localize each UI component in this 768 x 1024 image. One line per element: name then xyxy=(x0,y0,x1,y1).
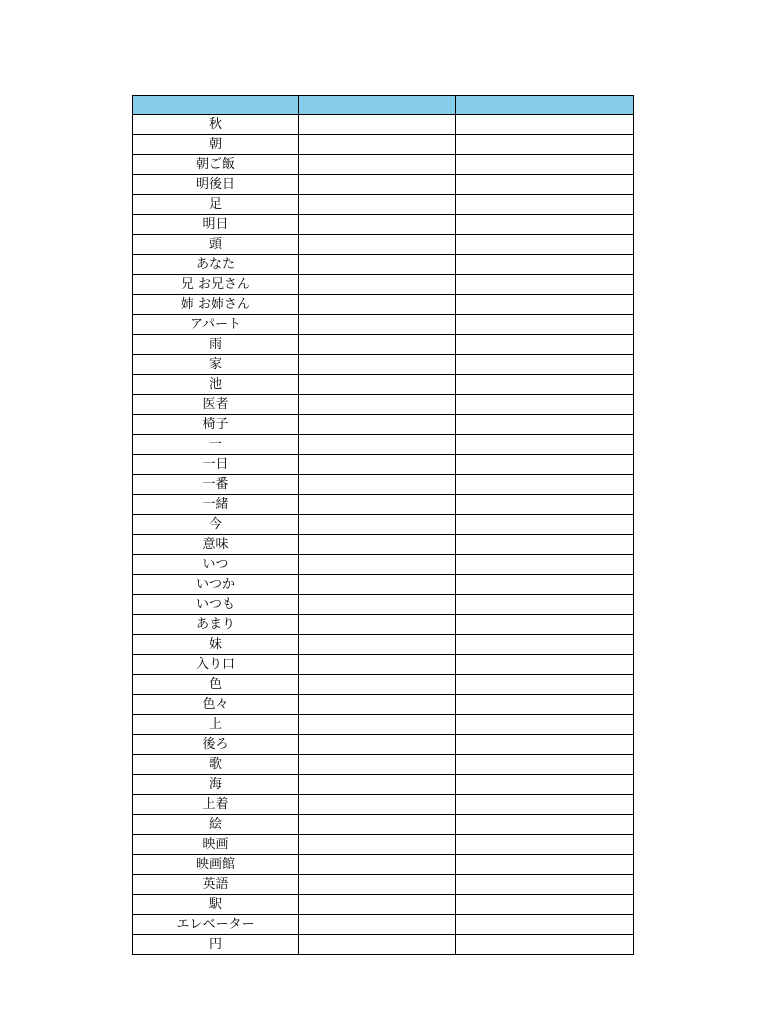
empty-cell xyxy=(456,795,634,815)
word-cell: 海 xyxy=(133,775,299,795)
word-cell: 歌 xyxy=(133,755,299,775)
empty-cell xyxy=(456,735,634,755)
word-cell: 駅 xyxy=(133,895,299,915)
empty-cell xyxy=(299,895,456,915)
empty-cell xyxy=(299,415,456,435)
empty-cell xyxy=(456,235,634,255)
word-cell: 家 xyxy=(133,355,299,375)
word-cell: 今 xyxy=(133,515,299,535)
word-cell: 映画館 xyxy=(133,855,299,875)
empty-cell xyxy=(456,495,634,515)
empty-cell xyxy=(299,195,456,215)
empty-cell xyxy=(299,355,456,375)
empty-cell xyxy=(299,935,456,955)
word-cell: 一番 xyxy=(133,475,299,495)
table-row xyxy=(133,315,634,335)
empty-cell xyxy=(456,715,634,735)
table-row xyxy=(133,335,634,355)
empty-cell xyxy=(299,375,456,395)
empty-cell xyxy=(299,395,456,415)
empty-cell xyxy=(299,615,456,635)
table-row xyxy=(133,935,634,955)
empty-cell xyxy=(456,875,634,895)
table-row xyxy=(133,915,634,935)
table-row xyxy=(133,875,634,895)
table-row xyxy=(133,775,634,795)
word-cell: 絵 xyxy=(133,815,299,835)
empty-cell xyxy=(299,295,456,315)
table-row xyxy=(133,475,634,495)
word-cell: 上 xyxy=(133,715,299,735)
word-cell: 一 xyxy=(133,435,299,455)
table-row xyxy=(133,795,634,815)
empty-cell xyxy=(299,675,456,695)
empty-cell xyxy=(456,835,634,855)
table-row xyxy=(133,895,634,915)
word-cell: 医者 xyxy=(133,395,299,415)
empty-cell xyxy=(456,355,634,375)
table-row xyxy=(133,595,634,615)
table-row xyxy=(133,275,634,295)
empty-cell xyxy=(299,155,456,175)
empty-cell xyxy=(299,755,456,775)
header-cell-2 xyxy=(299,96,456,115)
word-cell: 色 xyxy=(133,675,299,695)
table-row xyxy=(133,835,634,855)
word-cell: 池 xyxy=(133,375,299,395)
table-row xyxy=(133,755,634,775)
table-row xyxy=(133,575,634,595)
empty-cell xyxy=(299,515,456,535)
word-cell: 映画 xyxy=(133,835,299,855)
empty-cell xyxy=(456,175,634,195)
empty-cell xyxy=(456,655,634,675)
empty-cell xyxy=(299,815,456,835)
word-cell: 明後日 xyxy=(133,175,299,195)
empty-cell xyxy=(299,275,456,295)
word-cell: 一緒 xyxy=(133,495,299,515)
empty-cell xyxy=(299,555,456,575)
word-cell: 椅子 xyxy=(133,415,299,435)
empty-cell xyxy=(456,775,634,795)
word-cell: 頭 xyxy=(133,235,299,255)
empty-cell xyxy=(456,335,634,355)
empty-cell xyxy=(299,735,456,755)
vocabulary-table xyxy=(132,95,634,955)
word-cell: 兄 お兄さん xyxy=(133,275,299,295)
word-cell: 後ろ xyxy=(133,735,299,755)
table-row xyxy=(133,735,634,755)
empty-cell xyxy=(299,775,456,795)
table-row xyxy=(133,515,634,535)
empty-cell xyxy=(456,535,634,555)
empty-cell xyxy=(299,835,456,855)
table-body xyxy=(133,115,634,955)
header-row xyxy=(133,96,634,115)
empty-cell xyxy=(299,115,456,135)
table-row xyxy=(133,435,634,455)
empty-cell xyxy=(456,595,634,615)
word-cell: 上着 xyxy=(133,795,299,815)
table-row xyxy=(133,635,634,655)
table-row xyxy=(133,235,634,255)
table-row xyxy=(133,195,634,215)
word-cell: 入り口 xyxy=(133,655,299,675)
table-row xyxy=(133,495,634,515)
empty-cell xyxy=(456,755,634,775)
empty-cell xyxy=(456,415,634,435)
word-cell: 色々 xyxy=(133,695,299,715)
table-row xyxy=(133,395,634,415)
empty-cell xyxy=(299,795,456,815)
empty-cell xyxy=(456,195,634,215)
word-cell: エレベーター xyxy=(133,915,299,935)
word-cell: 足 xyxy=(133,195,299,215)
empty-cell xyxy=(456,435,634,455)
empty-cell xyxy=(299,715,456,735)
empty-cell xyxy=(456,255,634,275)
empty-cell xyxy=(456,475,634,495)
empty-cell xyxy=(299,915,456,935)
empty-cell xyxy=(456,815,634,835)
header-cell-3 xyxy=(456,96,634,115)
empty-cell xyxy=(299,435,456,455)
empty-cell xyxy=(456,895,634,915)
empty-cell xyxy=(456,855,634,875)
table-row xyxy=(133,255,634,275)
word-cell: 円 xyxy=(133,935,299,955)
table-row xyxy=(133,675,634,695)
word-cell: いつか xyxy=(133,575,299,595)
table-row xyxy=(133,855,634,875)
empty-cell xyxy=(456,575,634,595)
empty-cell xyxy=(456,215,634,235)
table-row xyxy=(133,115,634,135)
table-row xyxy=(133,555,634,575)
empty-cell xyxy=(299,475,456,495)
table-row xyxy=(133,375,634,395)
table-row xyxy=(133,155,634,175)
empty-cell xyxy=(456,155,634,175)
empty-cell xyxy=(299,255,456,275)
empty-cell xyxy=(456,275,634,295)
empty-cell xyxy=(299,455,456,475)
word-cell: 妹 xyxy=(133,635,299,655)
table-row xyxy=(133,215,634,235)
empty-cell xyxy=(299,695,456,715)
table-row xyxy=(133,535,634,555)
empty-cell xyxy=(456,615,634,635)
word-cell: あまり xyxy=(133,615,299,635)
table-row xyxy=(133,615,634,635)
word-cell: 英語 xyxy=(133,875,299,895)
header-cell-word xyxy=(133,96,299,115)
table-row xyxy=(133,655,634,675)
empty-cell xyxy=(299,135,456,155)
table-row xyxy=(133,295,634,315)
empty-cell xyxy=(299,855,456,875)
empty-cell xyxy=(299,635,456,655)
empty-cell xyxy=(456,695,634,715)
table-row xyxy=(133,455,634,475)
table-row xyxy=(133,695,634,715)
word-cell: 秋 xyxy=(133,115,299,135)
word-cell: いつも xyxy=(133,595,299,615)
empty-cell xyxy=(299,215,456,235)
table-row xyxy=(133,355,634,375)
word-cell: 明日 xyxy=(133,215,299,235)
table-row xyxy=(133,815,634,835)
table-row xyxy=(133,135,634,155)
empty-cell xyxy=(299,875,456,895)
word-cell: 朝ご飯 xyxy=(133,155,299,175)
empty-cell xyxy=(299,315,456,335)
empty-cell xyxy=(456,915,634,935)
empty-cell xyxy=(299,495,456,515)
word-cell: アパート xyxy=(133,315,299,335)
empty-cell xyxy=(456,515,634,535)
empty-cell xyxy=(456,395,634,415)
empty-cell xyxy=(456,675,634,695)
empty-cell xyxy=(456,135,634,155)
table-row xyxy=(133,175,634,195)
table-row xyxy=(133,715,634,735)
empty-cell xyxy=(456,115,634,135)
empty-cell xyxy=(299,335,456,355)
word-cell: 雨 xyxy=(133,335,299,355)
word-cell: いつ xyxy=(133,555,299,575)
empty-cell xyxy=(456,455,634,475)
empty-cell xyxy=(456,935,634,955)
empty-cell xyxy=(456,295,634,315)
empty-cell xyxy=(299,575,456,595)
word-cell: 朝 xyxy=(133,135,299,155)
empty-cell xyxy=(299,175,456,195)
word-cell: 姉 お姉さん xyxy=(133,295,299,315)
table-row xyxy=(133,415,634,435)
empty-cell xyxy=(456,555,634,575)
empty-cell xyxy=(456,315,634,335)
word-cell: 一日 xyxy=(133,455,299,475)
empty-cell xyxy=(299,655,456,675)
word-cell: あなた xyxy=(133,255,299,275)
empty-cell xyxy=(299,535,456,555)
empty-cell xyxy=(456,375,634,395)
empty-cell xyxy=(299,235,456,255)
empty-cell xyxy=(299,595,456,615)
word-cell: 意味 xyxy=(133,535,299,555)
empty-cell xyxy=(456,635,634,655)
